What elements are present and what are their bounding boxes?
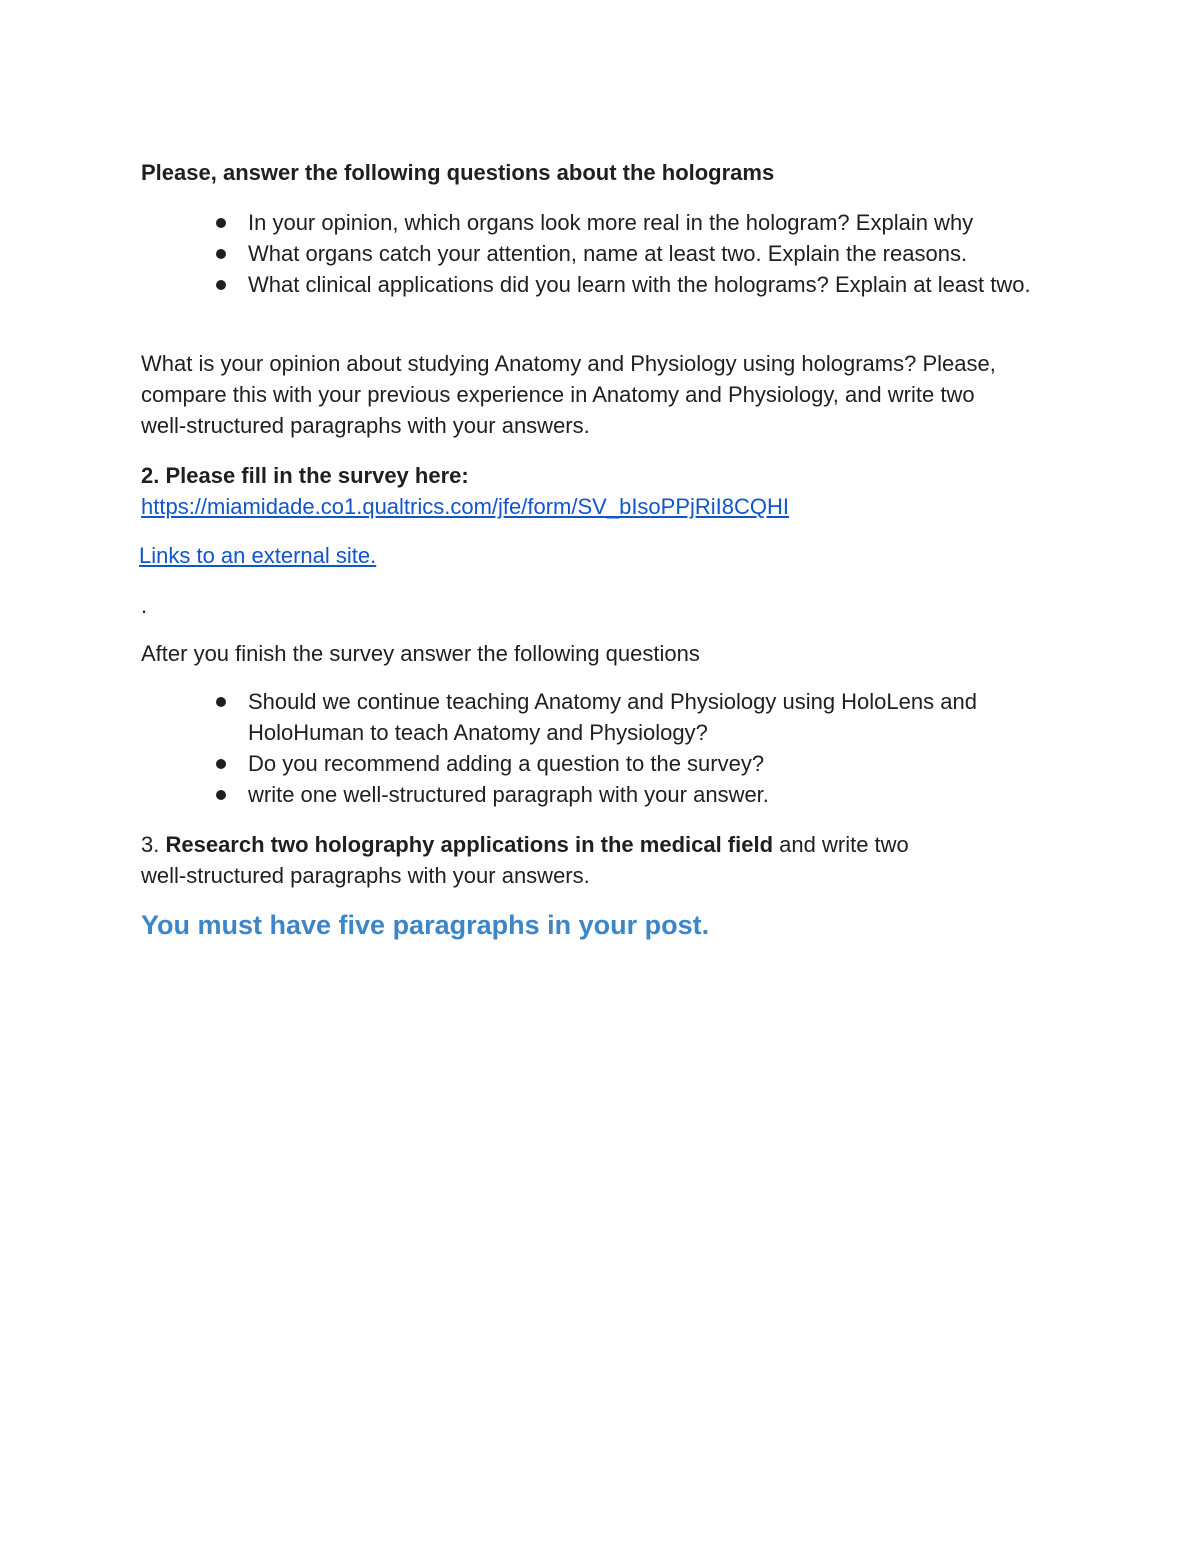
list-item: What clinical applications did you learn with the holograms? Explain at least two. bbox=[141, 269, 1048, 300]
bullet-icon bbox=[216, 249, 226, 259]
section2-question-list bbox=[141, 686, 1041, 810]
section1-question-list bbox=[141, 207, 1041, 300]
list-item: In your opinion, which organs look more real in the hologram? Explain why bbox=[141, 207, 1041, 238]
research-emphasis: Research two holography applications in the medical field bbox=[165, 832, 774, 857]
list-item: Should we continue teaching Anatomy and Physiology using HoloLens and HoloHuman to teach Anatomy and Physiology? bbox=[141, 686, 1048, 748]
section1-heading: Please, answer the following questions about the holograms bbox=[141, 160, 775, 185]
bullet-icon bbox=[216, 218, 226, 228]
survey-heading: 2. Please fill in the survey here: bbox=[141, 463, 469, 488]
closing-requirement: You must have five paragraphs in your post. bbox=[141, 910, 710, 940]
bullet-icon bbox=[216, 697, 226, 707]
survey-link[interactable]: https://miamidade.co1.qualtrics.com/jfe/form/SV_bIsoPPjRiI8CQHI bbox=[141, 494, 790, 519]
list-item: What organs catch your attention, name at least two. Explain the reasons. bbox=[141, 238, 1041, 269]
bullet-icon bbox=[216, 759, 226, 769]
research-paragraph: 3. Research two holography applications in the medical field and write two well-structured paragraphs with your answers. bbox=[141, 832, 909, 888]
bullet-icon bbox=[216, 790, 226, 800]
survey-followup-intro: After you finish the survey answer the following questions bbox=[141, 641, 700, 666]
opinion-paragraph: What is your opinion about studying Anatomy and Physiology using holograms? Please, compare this with your previous experience in Anatomy and Physiology, and write two well-structured paragraphs with your answers. bbox=[141, 351, 996, 438]
list-item: write one well-structured paragraph with your answer. bbox=[141, 779, 1041, 810]
bullet-icon bbox=[216, 280, 226, 290]
separator-dot: . bbox=[141, 593, 148, 618]
list-item: Do you recommend adding a question to the survey? bbox=[141, 748, 1041, 779]
external-site-link[interactable]: Links to an external site. bbox=[139, 543, 377, 568]
